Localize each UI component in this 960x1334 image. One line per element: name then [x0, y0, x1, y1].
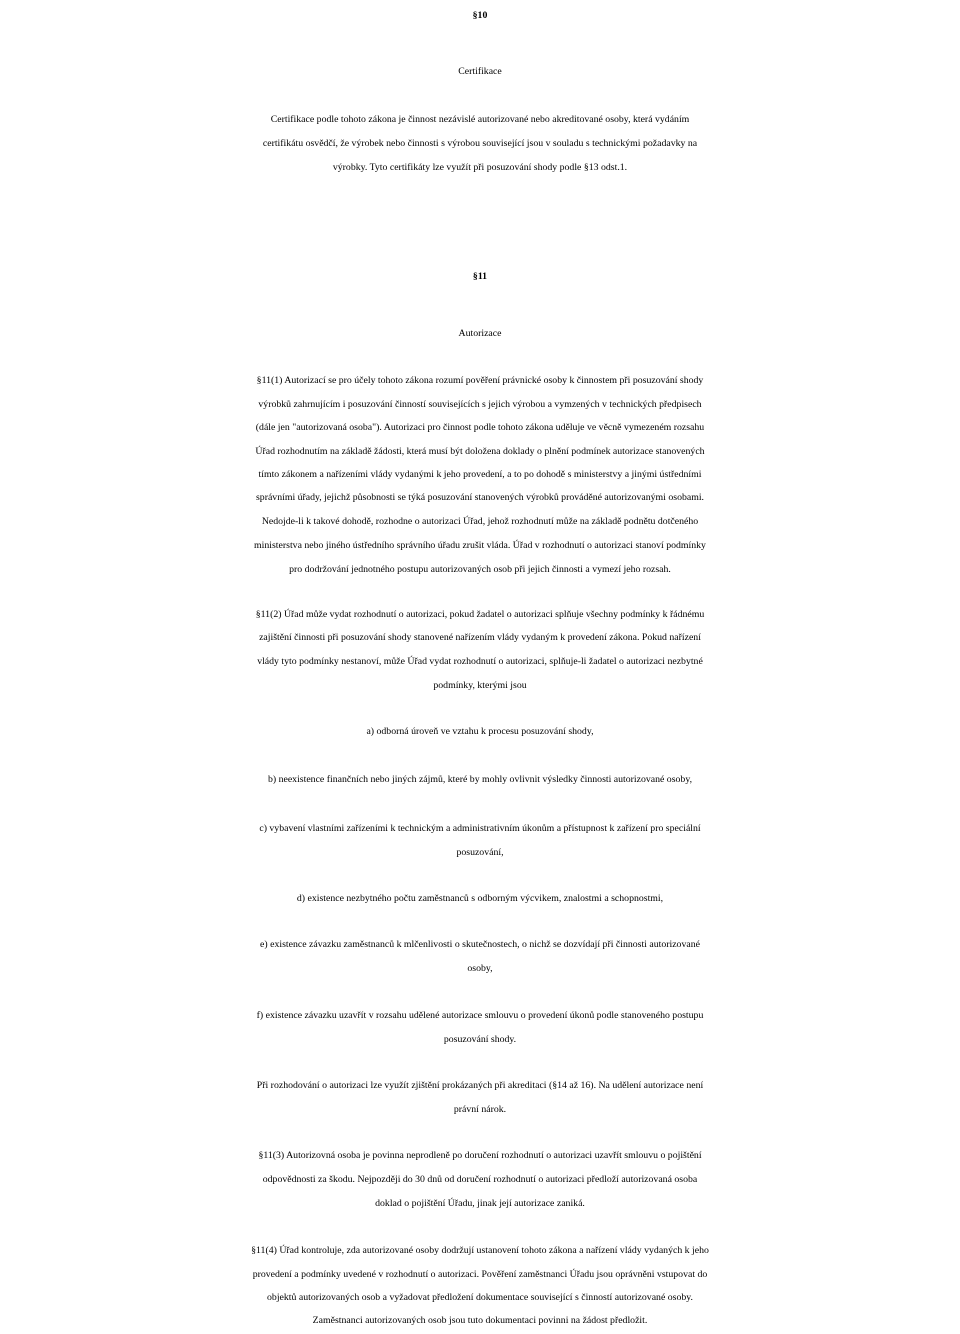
- paragraph-11-3-line-3: doklad o pojištění Úřadu, jinak její autorizace zaniká.: [375, 1198, 585, 1209]
- paragraph-11-4-line-4: Zaměstnanci autorizovaných osob jsou tuto dokumentaci povinni na žádost předložit.: [312, 1315, 648, 1326]
- list-item-f-line-2: posuzování shody.: [443, 1034, 517, 1045]
- list-item-e-line-2: osoby,: [467, 963, 493, 974]
- paragraph-11-1-line-4: Úřad rozhodnutím na základě žádosti, která musí být doložena doklady o plnění podmínek autorizace stanovených: [255, 446, 705, 457]
- paragraph-11-1-line-9: pro dodržování jednotného postupu autorizovaných osob při jejich činnosti a vymezí jeho rozsah.: [289, 564, 671, 575]
- section-10-text-line-1: Certifikace podle tohoto zákona je činnost nezávislé autorizované nebo akreditované osoby, která vydáním: [270, 114, 690, 125]
- section-10-number: §10: [472, 10, 488, 21]
- paragraph-11-3-line-1: §11(3) Autorizovná osoba je povinna neprodleně po doručení rozhodnutí o autorizaci uzavřít smlouvu o pojištění: [258, 1150, 702, 1161]
- paragraph-11-1-line-1: §11(1) Autorizací se pro účely tohoto zákona rozumí pověření právnické osoby k činnostem při posuzování shody: [256, 375, 704, 386]
- section-10-title: Certifikace: [458, 66, 502, 77]
- list-item-c-line-2: posuzování,: [456, 847, 504, 858]
- paragraph-11-1-line-2: výrobků zahrnujícím i posuzování činností souvisejících s jejich výrobou a vymzených v technických předpisech: [258, 399, 702, 410]
- list-item-d: d) existence nezbytného počtu zaměstnanců s odborným výcvikem, znalostmi a schopnostmi,: [296, 893, 664, 904]
- section-11-title: Autorizace: [458, 328, 502, 339]
- paragraph-11-2-line-2: zajištění činnosti při posuzování shody stanovené nařízením vlády vydaným k provedení zákona. Pokud nařízení: [259, 632, 701, 643]
- list-item-a: a) odborná úroveň ve vztahu k procesu posuzování shody,: [366, 726, 594, 737]
- paragraph-11-2-line-1: §11(2) Úřad může vydat rozhodnutí o autorizaci, pokud žadatel o autorizaci splňuje všechny podmínky k řádnému: [255, 609, 705, 620]
- paragraph-11-1-line-3: (dále jen "autorizovaná osoba"). Autorizaci pro činnost podle tohoto zákona uděluje ve věcně vymezeném rozsahu: [255, 422, 705, 433]
- list-item-f-line-1: f) existence závazku uzavřít v rozsahu udělené autorizace smlouvu o provedení úkonů podle stanoveného postupu: [256, 1010, 704, 1021]
- list-item-c-line-1: c) vybavení vlastními zařízeními k technickým a administrativním úkonům a přístupnost k zařízení pro speciální: [259, 823, 701, 834]
- paragraph-11-2-line-4: podmínky, kterými jsou: [433, 680, 527, 691]
- decision-paragraph-line-1: Při rozhodování o autorizaci lze využít zjištění prokázaných při akreditaci (§14 až 16). Na udělení autorizace není: [256, 1080, 704, 1091]
- paragraph-11-1-line-5: tímto zákonem a nařízeními vlády vydanými k jeho provedení, a to po dohodě s ministerstvy a jinými ústředními: [258, 469, 702, 480]
- paragraph-11-1-line-8: ministerstva nebo jiného ústředního správního úřadu zrušit vláda. Úřad v rozhodnutí o autorizaci stanoví podmínky: [254, 540, 706, 551]
- section-10-text-line-2: certifikátu osvědčí, že výrobek nebo činnosti s výrobou související jsou v souladu s technickými požadavky na: [262, 138, 698, 149]
- paragraph-11-1-line-7: Nedojde-li k takové dohodě, rozhodne o autorizaci Úřad, jehož rozhodnutí může na základě podnětu dotčeného: [261, 516, 699, 527]
- paragraph-11-2-line-3: vlády tyto podmínky nestanoví, může Úřad vydat rozhodnutí o autorizaci, splňuje-li žadatel o autorizaci nezbytné: [257, 656, 703, 667]
- paragraph-11-3-line-2: odpovědnosti za škodu. Nejpozději do 30 dnů od doručení rozhodnutí o autorizaci předloží autorizovaná osoba: [262, 1174, 698, 1185]
- decision-paragraph-line-2: právní nárok.: [453, 1104, 507, 1115]
- paragraph-11-4-line-1: §11(4) Úřad kontroluje, zda autorizované osoby dodržují ustanovení tohoto zákona a nařízení vlády vydaných k jeho: [251, 1245, 709, 1256]
- list-item-b: b) neexistence finančních nebo jiných zájmů, které by mohly ovlivnit výsledky činnosti autorizované osoby,: [267, 774, 693, 785]
- paragraph-11-4-line-3: objektů autorizovaných osob a vyžadovat předložení dokumentace související s činností autorizované osoby.: [267, 1292, 693, 1303]
- section-10-text-line-3: výrobky. Tyto certifikáty lze využít při posuzování shody podle §13 odst.1.: [332, 162, 628, 173]
- paragraph-11-1-line-6: správními úřady, jejichž působnosti se týká posuzování stanovených výrobků prováděné autorizovanými osobami.: [255, 492, 705, 503]
- section-11-number: §11: [472, 271, 488, 282]
- paragraph-11-4-line-2: provedení a podmínky uvedené v rozhodnutí o autorizaci. Pověření zaměstnanci Úřadu jsou oprávněni vstupovat do: [252, 1269, 708, 1280]
- list-item-e-line-1: e) existence závazku zaměstnanců k mlčenlivosti o skutečnostech, o nichž se dozvídají při činnosti autorizované: [260, 939, 700, 950]
